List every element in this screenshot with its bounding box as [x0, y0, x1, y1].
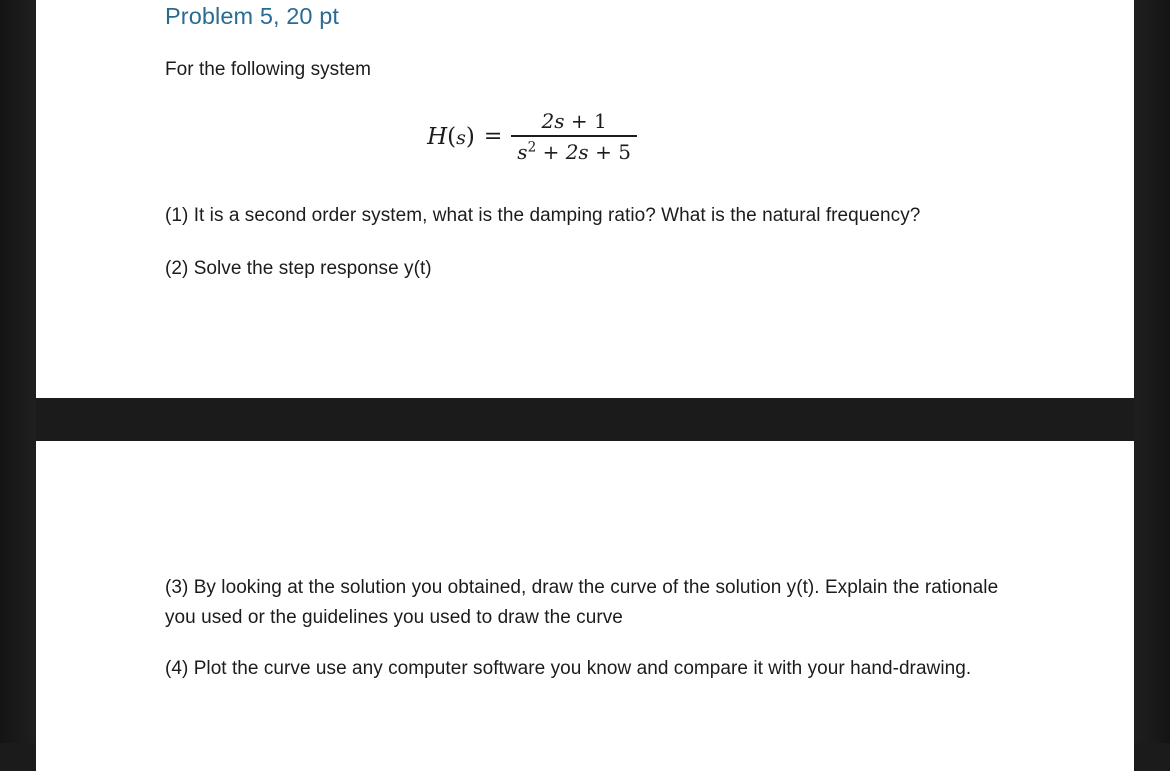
page-separator: [36, 398, 1134, 441]
intro-paragraph: For the following system: [165, 59, 372, 81]
viewer-left-margin: [0, 0, 36, 743]
question-item-2: (2) Solve the step response y(t): [165, 257, 432, 279]
equation-fraction: [511, 109, 637, 163]
equation-left-side: H(s): [427, 123, 475, 150]
page-title: Problem 5, 20 pt: [165, 3, 340, 29]
transfer-function-equation: [165, 109, 1034, 163]
equation-numerator: 2s + 1: [541, 109, 607, 134]
viewer-right-margin: [1134, 0, 1170, 743]
question-item-4: (4) Plot the curve use any computer software you know and compare it with your hand-drawing.: [165, 658, 972, 680]
document-page-1: [36, 0, 1134, 398]
equation-denominator: $s^2 + 2s + 5$: [517, 139, 631, 164]
equation-relation: =: [483, 124, 503, 150]
question-item-3: (3) By looking at the solution you obtained, draw the curve of the solution y(t). Explain the rationale you used or the guidelines you used to draw the curve: [165, 577, 999, 629]
question-item-1: (1) It is a second order system, what is the damping ratio? What is the natural frequency?: [165, 204, 921, 226]
document-page-2: [36, 441, 1134, 771]
